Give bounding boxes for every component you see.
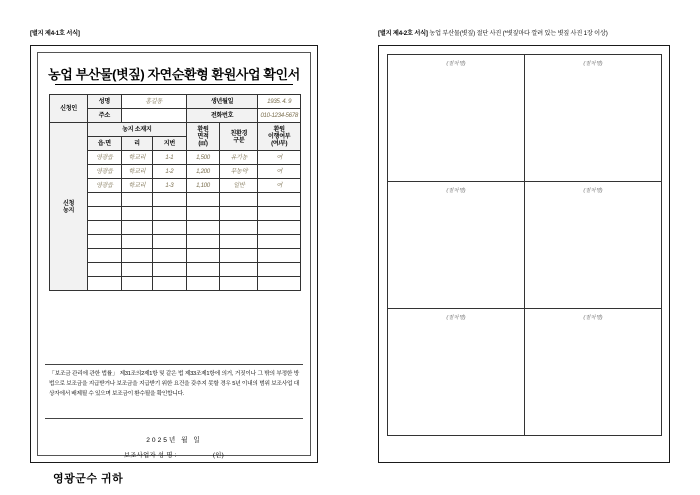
photo-caption: (절차명) [583, 61, 603, 67]
row-area: 1,500 [186, 151, 220, 165]
notice-divider-top [45, 364, 303, 365]
page-title: 농업 부산물(볏짚) 자연순환형 환원사업 확인서 [48, 67, 300, 82]
row-eup: 영광읍 [88, 165, 122, 179]
table-row [50, 151, 301, 165]
table-row [50, 235, 301, 249]
photo-row [388, 309, 662, 436]
photo-cell [388, 182, 525, 309]
row-area: 1,100 [186, 179, 220, 193]
notice-divider-bottom [45, 418, 303, 419]
seal-mark: (인) [212, 452, 225, 459]
name-label: 성명 [88, 95, 122, 109]
transfer-header: 환원 이행여부 (여/부) [258, 123, 301, 151]
row-eco: 유기농 [220, 151, 258, 165]
right-form-label-bold: [별지 제4-2호 서식] [378, 30, 428, 37]
photo-caption: (절차명) [446, 315, 466, 321]
photo-cell [525, 309, 662, 436]
birth-value: 1935. 4. 9 [258, 95, 301, 109]
photo-row [388, 55, 662, 182]
table-header-row [50, 123, 301, 137]
confirmation-form [30, 45, 318, 485]
table-row [50, 263, 301, 277]
signature-label: 보조사업자 성 명 : [123, 452, 177, 459]
table-row [50, 193, 301, 207]
title-underline [55, 84, 293, 85]
phone-label: 전화번호 [186, 109, 258, 123]
eup-header: 읍·면 [88, 137, 122, 151]
row-jibun: 1-2 [153, 165, 187, 179]
table-row [50, 179, 301, 193]
row-eco: 무농약 [220, 165, 258, 179]
row-transfer: 여 [258, 179, 301, 193]
photo-caption: (절차명) [446, 188, 466, 194]
applicant-table [49, 94, 301, 291]
table-row [50, 207, 301, 221]
location-group-header: 농지 소재지 [88, 123, 187, 137]
row-transfer: 여 [258, 151, 301, 165]
photo-row [388, 182, 662, 309]
photo-caption: (절차명) [583, 188, 603, 194]
row-eup: 영광읍 [88, 179, 122, 193]
table-row [50, 109, 301, 123]
birth-label: 생년월일 [186, 95, 258, 109]
photo-caption: (절차명) [446, 61, 466, 67]
row-transfer: 여 [258, 165, 301, 179]
table-row [50, 249, 301, 263]
row-area: 1,200 [186, 165, 220, 179]
photo-cell [388, 309, 525, 436]
photo-cell [388, 55, 525, 182]
photo-cell [525, 55, 662, 182]
right-form-label [378, 28, 608, 37]
row-eco: 일반 [220, 179, 258, 193]
applicant-row-title: 신청인 [50, 95, 88, 123]
photo-caption: (절차명) [583, 315, 603, 321]
table-row [50, 165, 301, 179]
address-label: 주소 [88, 109, 122, 123]
left-form-label: [별지 제4-1호 서식] [30, 30, 80, 37]
table-row [50, 221, 301, 235]
table-row [50, 95, 301, 109]
eco-header: 친환경 구분 [220, 123, 258, 151]
photo-grid [387, 54, 662, 436]
row-ri: 학교리 [121, 165, 152, 179]
name-value: 홍길동 [121, 95, 186, 109]
legal-notice: 「보조금 관리에 관한 법률」 제31조의2제1항 및 같은 법 제33조제1항에 의거, 거짓이나 그 밖의 부정한 방법으로 보조금을 지급받거나 보조금을 지급받기 위한 요건을 갖추지 못할 경우 5년 이내의 범위 보조사업 대상자에서 배제될 수 있으며 보조금이 환수될을 확인합니다. [49, 371, 299, 397]
right-form-label-rest: 농업 부산물(볏짚) 절단 사진 (*볏짚마다 깔려 있는 볏짚 사진 1장 이상) [429, 30, 608, 37]
land-row-title: 신청 농지 [50, 123, 88, 291]
photo-cell [525, 182, 662, 309]
ri-header: 리 [121, 137, 152, 151]
area-header: 환원 면적 (㎡) [186, 123, 220, 151]
recipient-line: 영광군수 귀하 [53, 473, 124, 485]
jibun-header: 지번 [153, 137, 187, 151]
row-jibun: 1-3 [153, 179, 187, 193]
photo-attachment-form [378, 45, 670, 463]
row-eup: 영광읍 [88, 151, 122, 165]
row-ri: 학교리 [121, 151, 152, 165]
phone-value: 010-1234-5678 [258, 109, 301, 123]
row-ri: 학교리 [121, 179, 152, 193]
row-jibun: 1-1 [153, 151, 187, 165]
address-value [121, 109, 186, 123]
table-row [50, 277, 301, 291]
signature-line [31, 450, 317, 459]
date-line: 2025년 월 일 [146, 437, 202, 444]
